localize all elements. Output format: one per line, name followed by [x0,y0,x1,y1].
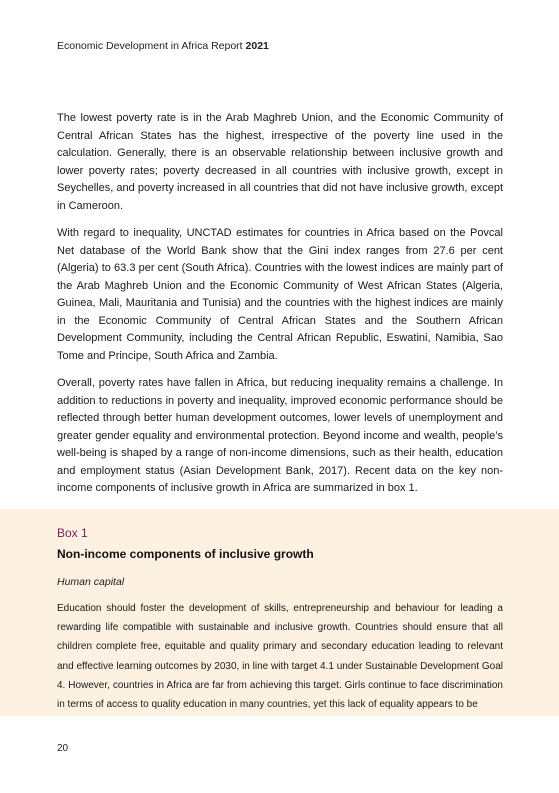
box-title: Non-income components of inclusive growth [57,547,314,561]
running-header [57,40,269,52]
box-body-text: Education should foster the development of skills, entrepreneurship and behaviour for leading a rewarding life compatible with sustainable and inclusive growth. Countries should ensure that all children complete free, equitable and quality primary and secondary education leading to relevant and effective learning outcomes by 2030, in line with target 4.1 under Sustainable Development Goal 4. However, countries in Africa are far from achieving this target. Girls continue to face discrimination in terms of access to quality education in many countries, yet this lack of equality appears to be [57,603,503,711]
main-text [57,110,503,508]
page-number: 20 [57,743,69,754]
box-1 [0,509,559,716]
box-label: Box 1 [57,526,88,540]
report-title: Economic Development in Africa Report [57,40,243,52]
paragraph-overall: Overall, poverty rates have fallen in Africa, but reducing inequality remains a challenge. In addition to reductions in poverty and inequality, improved economic performance should be reflected through better human development outcomes, lower levels of unemployment and greater gender equality and environmental protection. Beyond income and wealth, people’s well-being is shaped by a range of non-income dimensions, such as their health, education and employment status (Asian Development Bank, 2017). Recent data on the key non-income components of inclusive growth in Africa are summarized in box 1. [57,377,503,494]
paragraph-poverty-rates: The lowest poverty rate is in the Arab Maghreb Union, and the Economic Community of Central African States has the highest, irrespective of the poverty line used in the calculation. Generally, there is an observable relationship between inclusive growth and lower poverty rates; poverty decreased in all countries with inclusive growth, except in Seychelles, and poverty increased in all countries that did not have inclusive growth, except in Cameroon. [57,112,503,212]
paragraph-inequality: With regard to inequality, UNCTAD estimates for countries in Africa based on the Povcal Net database of the World Bank show that the Gini index ranges from 27.6 per cent (Algeria) to 63.3 per cent (South Africa). Countries with the lowest indices are mainly part of the Arab Maghreb Union and the Economic Community of West African States (Algeria, Guinea, Mali, Mauritania and Tunisia) and the countries with the highest indices are mainly in the Economic Community of Central African States and the Southern African Development Community, including the Central African Republic, Eswatini, Namibia, Sao Tome and Principe, South Africa and Zambia. [57,227,503,362]
report-year: 2021 [245,40,269,52]
box-content [57,525,503,714]
box-subheading: Human capital [57,576,125,588]
